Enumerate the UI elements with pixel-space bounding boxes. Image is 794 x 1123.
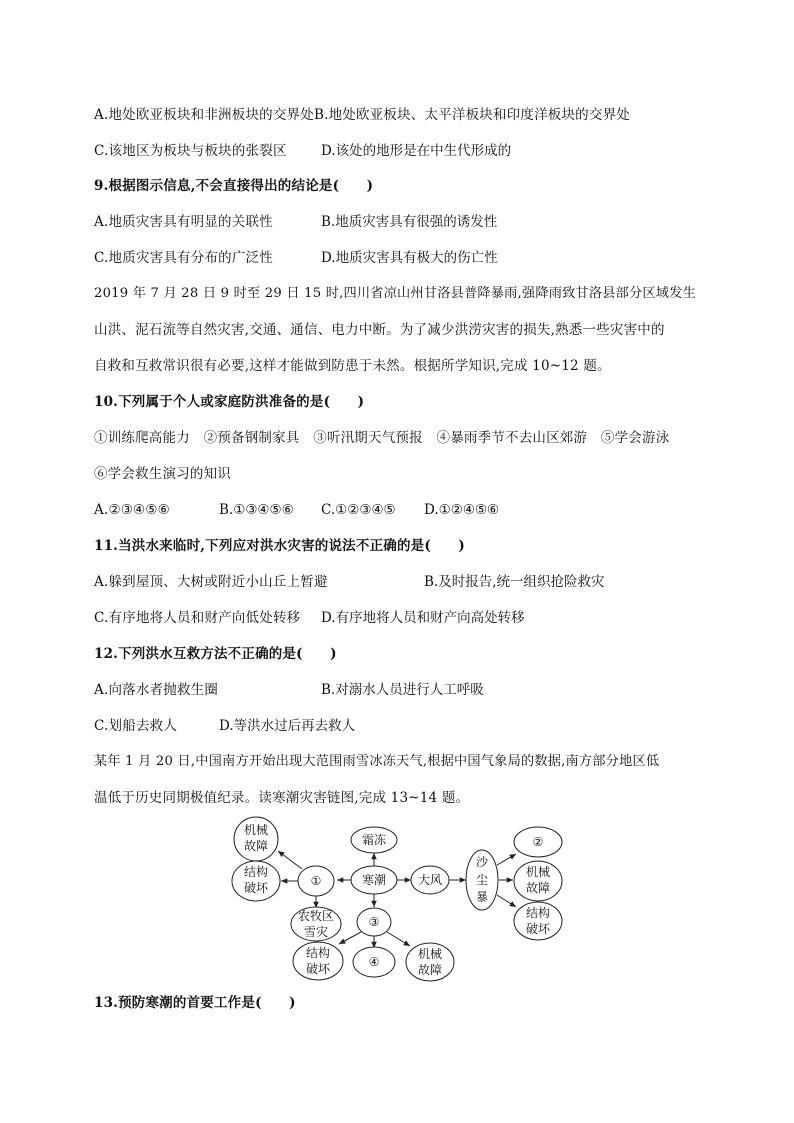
node-struct-damage-a [232,861,280,901]
q10-stem: 10.下列属于个人或家庭防洪准备的是( ) [94,394,365,410]
svg-text:结构: 结构 [243,865,269,879]
q9-option-c: C.地质灾害具有分布的广泛性 [94,250,273,266]
edge-node3-struct [339,932,361,944]
node-sandstorm [466,850,498,910]
node-farm-snow-disaster [291,907,341,941]
passage1-line1: 2019 年 7 月 28 日 9 时至 29 日 15 时,四川省凉山州甘洛县普降暴雨,强降雨致甘洛县部分区域发生 [94,286,696,301]
svg-text:机械: 机械 [243,823,269,837]
q8-option-d: D.该处的地形是在中生代形成的 [321,143,512,159]
q13-stem: 13.预防寒潮的首要工作是( ) [94,995,296,1011]
svg-text:结构: 结构 [525,906,551,920]
node-mech-failure-a [234,817,278,861]
q10-option-c: C.①②③④⑤ [321,502,396,518]
svg-text:④: ④ [368,955,380,969]
edge-sand-node2 [497,854,516,865]
q10-option-d: D.①②④⑤⑥ [424,502,500,518]
node-strong-wind [411,866,449,894]
node-struct-damage-b [293,942,343,980]
svg-text:尘: 尘 [475,873,489,887]
node-frost [351,827,397,853]
q12-option-b: B.对溺水人员进行人工呼吸 [321,682,484,698]
svg-text:结构: 结构 [305,946,331,960]
svg-text:破坏: 破坏 [525,922,551,936]
passage2-line1: 某年 1 月 20 日,中国南方开始出现大范围雨雪冰冻天气,根据中国气象局的数据,南方部分地区低 [94,754,660,769]
svg-text:破坏: 破坏 [243,881,269,895]
q9-option-a: A.地质灾害具有明显的关联性 [94,214,273,230]
node-cold-wave [351,866,397,894]
q10-option-a: A.②③④⑤⑥ [94,502,170,518]
svg-text:②: ② [532,835,544,849]
q9-option-d: D.地质灾害具有极大的伤亡性 [321,250,498,266]
svg-text:故障: 故障 [243,839,269,853]
svg-text:雪灾: 雪灾 [303,925,329,939]
q12-option-d: D.等洪水过后再去救人 [219,718,356,734]
q12-option-c: C.划船去救人 [94,718,178,734]
node-mech-failure-b [406,943,454,981]
q10-option-b: B.①③④⑤⑥ [219,502,294,518]
svg-text:破坏: 破坏 [305,962,331,976]
q12-option-a: A.向落水者抛救生圈 [94,682,219,698]
node-struct-damage-c [514,902,562,940]
edge-sand-struct [497,895,516,907]
svg-text:寒潮: 寒潮 [361,873,387,887]
q10-items-line1: ①训练爬高能力 ②预备钢制家具 ③听汛期天气预报 ④暴雨季节不去山区郊游 ⑤学会游泳 [94,430,670,446]
q8-option-c: C.该地区为板块与板块的张裂区 [94,143,287,159]
passage1-line2: 山洪、泥石流等自然灾害,交通、通信、电力中断。为了减少洪涝灾害的损失,熟悉一些灾害中的 [94,322,665,338]
node-2 [514,827,562,857]
svg-text:机械: 机械 [417,947,443,961]
svg-text:霜冻: 霜冻 [361,833,387,847]
q11-option-d: D.有序地将人员和财产向高处转移 [321,610,525,626]
q9-stem: 9.根据图示信息,不会直接得出的结论是( ) [94,178,374,194]
node-1 [298,866,334,896]
svg-text:大风: 大风 [417,873,443,887]
q10-items-line2: ⑥学会救生演习的知识 [94,466,231,482]
q11-option-c: C.有序地将人员和财产向低处转移 [94,610,301,626]
svg-text:机械: 机械 [525,865,551,879]
q11-option-a: A.躲到屋顶、大树或附近小山丘上暂避 [94,574,328,590]
edge-node1-mech [278,851,302,869]
node-4 [353,947,395,977]
q8-option-b: B.地处欧亚板块、太平洋板块和印度洋板块的交界处 [313,107,630,123]
node-3 [357,908,391,936]
svg-text:③: ③ [368,915,380,929]
q12-stem: 12.下列洪水互救方法不正确的是( ) [94,646,337,662]
svg-text:农牧区: 农牧区 [297,909,335,923]
svg-text:①: ① [310,874,322,888]
svg-text:暴: 暴 [475,890,489,904]
svg-text:故障: 故障 [417,963,443,977]
q8-option-a: A.地处欧亚板块和非洲板块的交界处 [94,107,314,123]
svg-text:沙: 沙 [475,855,489,869]
svg-text:故障: 故障 [525,881,551,895]
node-mech-failure-c [514,861,562,901]
q11-stem: 11.当洪水来临时,下列应对洪水灾害的说法不正确的是( ) [94,538,465,554]
passage2-line2: 温低于历史同期极值纪录。读寒潮灾害链图,完成 13~14 题。 [94,790,470,806]
passage1-line3: 自救和互救常识很有必要,这样才能做到防患于未然。根据所学知识,完成 10~12 题。 [94,358,611,374]
edge-node3-mech [387,932,410,946]
q9-option-b: B.地质灾害具有很强的诱发性 [321,214,498,230]
q11-option-b: B.及时报告,统一组织抢险救灾 [424,574,605,590]
